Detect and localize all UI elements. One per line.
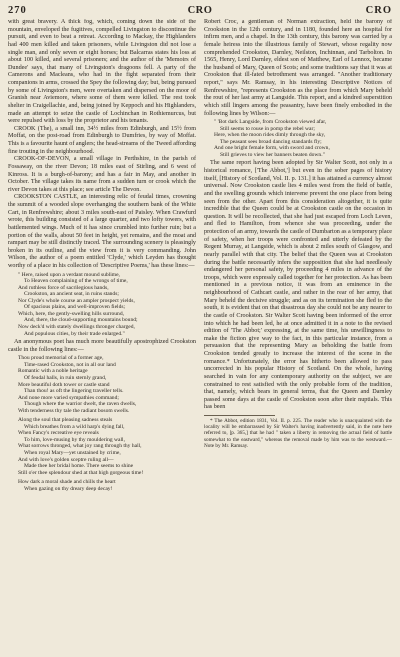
footnote: * The Abbot, edition 1831, Vol. II. p. 225. The reader who is unacquainted with the locality will be embarrassed by Sir Walter's having inadvertently said, in the note here referred to, [p. 365,] that he had " taken a liberty in removing the actual field of battle somewhat to the eastward," whereas the removal made by him was to the westward.—Note by Mr. Ramsay. — [204, 418, 392, 449]
verse-line: When royal Mary—yet unstained by crime, — [24, 450, 121, 456]
verse-line: Of spacious plains, and well-improven fields; — [24, 304, 126, 311]
verse-line: And none more varied sympathies command; — [18, 394, 119, 401]
footnote-rule — [204, 415, 275, 416]
verse-line: " 'Bot dark Langside, from Crookston viewed afar, — [214, 119, 327, 126]
entry-crook-of-devon: CROOK-OF-DEVON, a small village in Perthshire, in the parish of Fossaway, on the river Devon; 18 miles east of Stirling, and 6 west of Kinross. It is a burgh-of-barony; and has a fair in May, and another in October. The village takes its name from a sudden turn or crook which the river Devon takes at this place; see article The Devon. — [8, 156, 196, 193]
verse-line: Of feudal halls, in ruin sternly grand, — [24, 374, 107, 381]
verse-line: Nor Clyde's whole course an ampler prospect yields, — [18, 297, 135, 304]
verse-line: Still grieves to view her banners beaten down." — [220, 151, 325, 158]
verse-line: And with love's golden sceptre ruling all— — [18, 456, 114, 463]
verse-line: " Here, raised upon a verdant mound sublime, — [18, 271, 120, 278]
running-head-center: CRO — [187, 5, 213, 16]
verse-wilson — [8, 272, 196, 337]
verse-line: Here, when the moon rides dimly through the sky, — [214, 132, 326, 139]
verse-line: And populous cities, by their trade enlarged." — [24, 330, 125, 337]
verse-langside — [204, 119, 392, 158]
left-column — [8, 19, 196, 653]
verse-line: Still o'er thee splendour shed at that high gorgeous time! — [18, 469, 144, 476]
verse-line: Than thou! as oft the lingering traveller tells. — [24, 388, 124, 395]
verse-line: Which, here, the gently-swelling hills surround, — [18, 310, 124, 317]
paragraph-livingston: with great bravery. A thick fog, which, coming down the side of the mountain, enveloped the fugitives, compelled Livingston to discontinue the pursuit, and even to beat a retreat. According to Mackay, the Highlanders had 400 men killed and taken prisoners, while Livingston did not lose a single man, and only seven or eight horses; but Balcarras states his loss at about 100 killed, and several prisoners; and the author of the 'Memoirs of Dundee' says, that many of Livingston's dragoons fell. A party of the Camerons and Macleans, who had in the fight separated from their companions in arms, crossed the Spey the following day; but, being pursued by some of Livingston's men, were overtaken and dispersed on the moor of Granish near Aviemore, where some of them were killed. The rest took shelter in Craigellachie, and, being joined by Keppoch and his Highlanders, made an attempt to seize the castle of Lochinchan in Rothiemurcus, but were repulsed with loss by the proprietor and his tenants. — [8, 19, 196, 125]
running-head-right: CRO — [365, 5, 392, 16]
verse-anonymous — [8, 355, 196, 492]
right-column — [204, 19, 392, 653]
entry-crookston-castle: CROOKSTON CASTLE, an interesting relic of feudal times, crowning the summit of a wooded slope overhanging the southern bank of the White Cart, in Renfrewshire; about 3 miles south-east of Paisley. When Crawfurd wrote, this building consisted of a large quarter, and two lofty towers, with battlemented wings. Much of it has since crumbled into further ruin; but a portion of the walls, about 50 feet in height, yet remains, and the moat and rampart may be still distinctly traced. The surrounding scenery is pleasingly broken in its outline, and the view from it is very commanding. John Wilson, the author of a poem entitled 'Clyde,' which Leyden has thought worthy of a place in his collection of 'Descriptive Poems,' has these lines:— — [8, 194, 196, 269]
verse-line: Made thee her bridal home. There seems to shine — [24, 463, 134, 470]
verse-line: Though where the warrior dwelt, the raven dwells, — [24, 401, 137, 408]
verse-line: Along the soul that pleasing sadness steals — [18, 417, 113, 424]
paragraph-robert-croc: Robert Croc, a gentleman of Norman extraction, held the barony of Crookston in the 12th century, and in 1180, founded here an hospital for infirm men, and a chapel. In the 13th century, this barony was carried by a female heiress into the illustrious family of Stewart, whose regality now comprehended Crookston, Darnley, Neilston, Inchinnan, and Tarbolton. In 1565, Henry, Lord Darnley, eldest son of Matthew, Earl of Lennox, became the husband of Mary, Queen of Scots; and some traditions say that it was at Crookston that ill-fated betrothment was arranged. "Another traditionary report," says Mr. Ramsay, in his interesting Descriptive Notices of Renfrewshire, "represents Crookston as the place from which Mary beheld the rout of her last army at Langside. This report, and a kindred superstition which still lingers among the peasantry, have been finely embodied in the following lines by Wilson:— — [204, 19, 392, 117]
verse-line: When gazing on thy dreary deep decay! — [24, 485, 113, 492]
verse-line: What sorrows thronged, what joy rang through thy hall, — [18, 443, 142, 450]
verse-line: And, there, the cloud-supporting mountains bound; — [24, 317, 138, 324]
text-columns — [8, 19, 392, 653]
paragraph-scott-report: The same report having been adopted by Sir Walter Scott, not only in a historical romance, ['The Abbot,'] but even in the sober pages of history itself, [History of Scotland, Vol. II. p. 131.] it has attained a currency almost universal. Now Crookston castle lies 4 miles west from the field of battle, and the swelling grounds which intervene prevent the one place from being seen from the other. Apart from this consideration altogether, it is quite incredible that the Queen could be at Crookston castle on the occasion in question. It will be recollected, that she had just escaped from Loch Leven, and fled to Hamilton, from whence she was proceeding, under the protection of an army, towards the castle of Dumbarton as a temporary place of safety, when her troops were confronted and utterly defeated by the Regent Murray, at Langside, which is about 2 miles south of Glasgow, and nearly parallel with that city. The belief that the Queen was at Crookston during the battle necessarily infers the supposition that she had needlessly endangered her personal safety, by proceeding 4 miles in advance of the troops, which were expressly called together for her protection. As has been mentioned in a previous notice, it was from an eminence in the neighbourhood of Cathcart castle, and rather in the rear of her army, that Mary beheld the decisive struggle; and as on its termination she fled to the south, it is evident that on that disastrous day she could not be any nearer to the castle of Crookston. Sir Walter Scott having been informed of the error into which he had been led, he at once admitted it in a note to the revised edition of 'The Abbot;' expressing, at the same time, his unwillingness to make the fiction give way to the fact, in this particular instance, from a persuasion that the representing Mary as beholding the battle from Crookston tended greatly to increase the interest of the scene in the romance.* Unfortunately, the error has hitherto been allowed to pass uncorrected in his popular History of Scotland. On the whole, having searched in vain for any contemporary authority on the subject, we are constrained to rest satisfied with the only probable form of the tradition, that, namely, which bears in general terms, that the Queen and Darnley passed some days at the castle of Crookston soon after their nuptials. This has been — [204, 160, 392, 411]
verse-line: How dark a moral shade and chills the heart — [18, 479, 116, 486]
verse-line: And one bright female form, with sword and crown, — [214, 145, 330, 152]
page-number: 270 — [8, 5, 27, 16]
verse-line: Now deck'd with stately dwellings thronger charged, — [18, 324, 135, 330]
verse-line: With tenderness thy tale the radiant bosom swells. — [18, 407, 130, 414]
verse-line: When Fancy's recreative eye reveals — [18, 430, 99, 437]
verse-line: Which breathes from a wild harp's dying fall, — [24, 423, 125, 430]
verse-line: To Heaven complaining of the wrongs of time, — [24, 278, 128, 285]
verse-line: Crookston, an ancient seat, in ruins stands; — [24, 291, 119, 298]
entry-crook: CROOK (The), a small inn, 34½ miles from Edinburgh, and 15½ from Moffat, on the post-road from Edinburgh to Dumfries, by way of Moffat. This is a favourite haunt of anglers; the head-streams of the Tweed affording fine trouting in the neighbourhood. — [8, 125, 196, 155]
verse-line: Still seems to rouse in pomp the rebel war; — [220, 125, 315, 132]
verse-line: Time-rased Crookston, not in all our land — [24, 361, 116, 368]
running-head — [8, 3, 392, 19]
verse-line: More beautiful doth tower or castle stand — [18, 381, 110, 388]
verse-line: And ruthless force of sacrilegious hands, — [18, 284, 109, 291]
verse-line: To him, love-musing by thy mouldering wall, — [24, 436, 125, 443]
verse-line: Romantic with a noble heritage — [18, 368, 88, 375]
verse-line: Thou proud memorial of a former age, — [18, 355, 104, 362]
paragraph-anonymous-poet: An anonymous poet has much more beautifully apostrophized Crookston castle in the following lines:— — [8, 339, 196, 353]
verse-line: The peasant sees broad dancing standards fly; — [220, 138, 322, 145]
